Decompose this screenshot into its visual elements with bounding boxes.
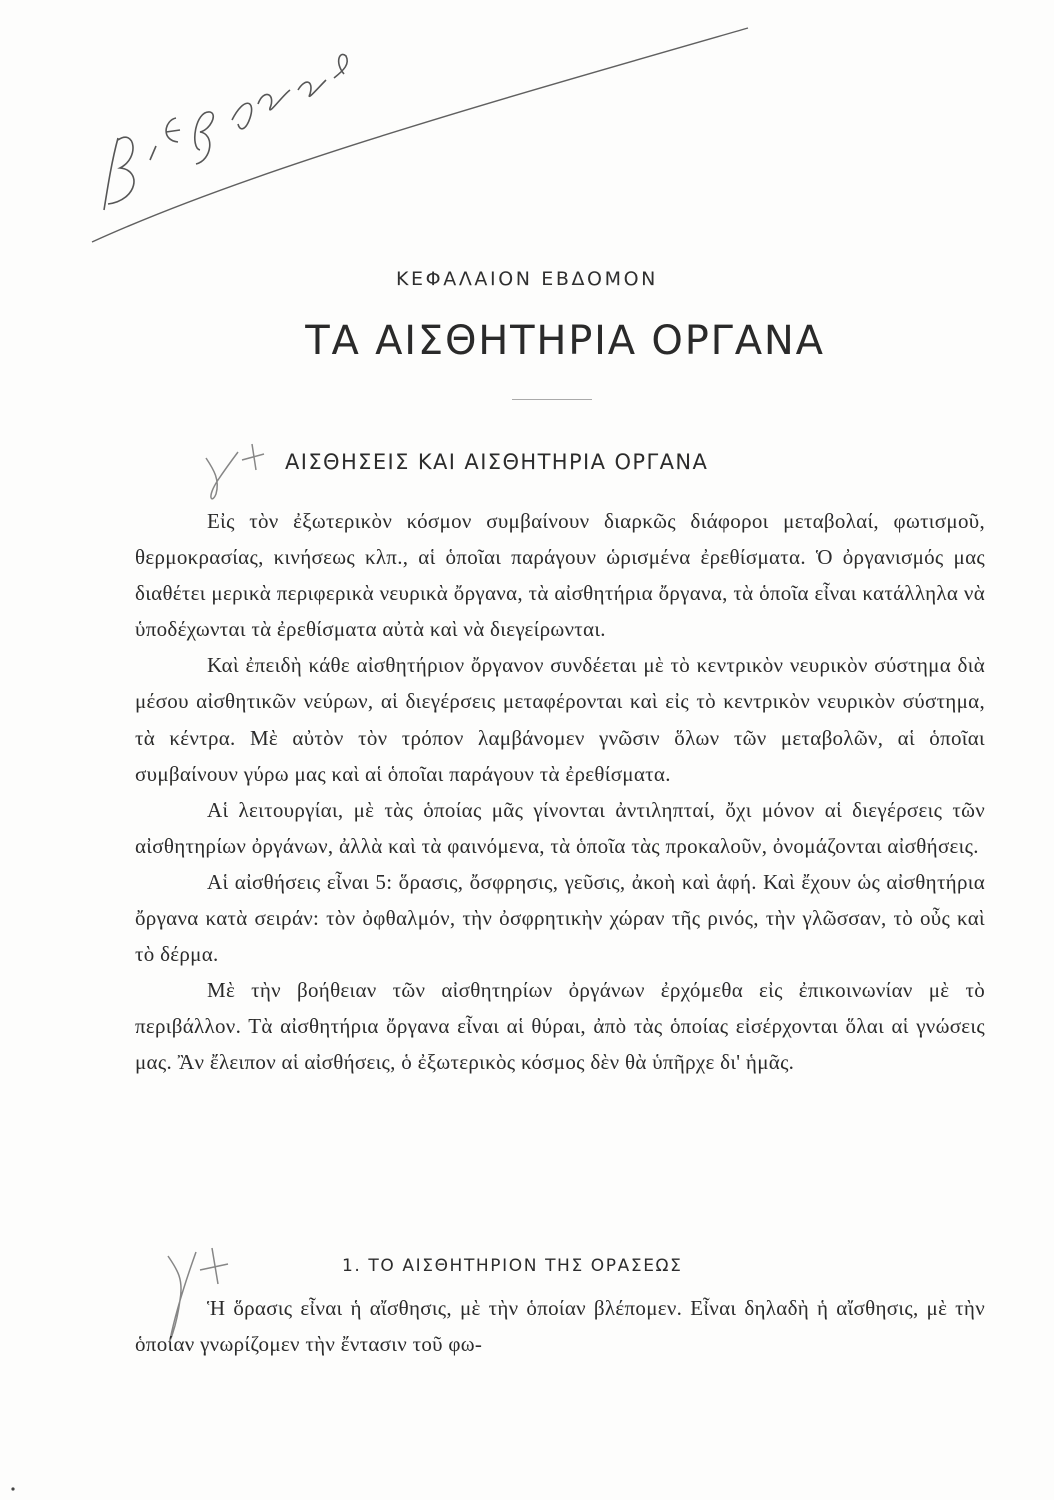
paragraph: Αἱ αἰσθήσεις εἶναι 5: ὅρασις, ὄσφρησις, γεῦσις, ἀκοὴ καὶ ἁφή. Καὶ ἔχουν ὡς αἰσθητήρια ὄργανα κατὰ σειράν: τὸν ὀφθαλμόν, τὴν ὀσφρητικὴν χώραν τῆς ρινός, τὴν γλῶσσαν, τὸ οὖς καὶ τὸ δέρμα. (135, 869, 985, 967)
chapter-title: ΤΑ ΑΙΣΘΗΤΗΡΙΑ ΟΡΓΑΝΑ (305, 318, 825, 364)
subsection-heading: 1. ΤΟ ΑΙΣΘΗΤΗΡΙΟΝ ΤΗΣ ΟΡΑΣΕΩΣ (342, 1256, 683, 1276)
handwritten-underline-stroke (92, 28, 748, 242)
paragraph: Εἰς τὸν ἐξωτερικὸν κόσμον συμβαίνουν διαρκῶς διάφοροι μεταβολαί, φωτισμοῦ, θερμοκρασίας, κινήσεως κλπ., αἱ ὁποῖαι παράγουν ὡρισμένα ἐρεθίσματα. Ὁ ὀργανισμός μας διαθέτει μερικὰ περιφερικὰ νευρικὰ ὄργανα, τὰ αἰσθητήρια ὄργανα, τὰ ὁποῖα εἶναι κατάλληλα νὰ ὑποδέχωνται τὰ ἐρεθίσματα αὐτὰ καὶ νὰ διεγείρωνται. (135, 509, 985, 642)
section-body (135, 503, 985, 1081)
chapter-label: ΚΕΦΑΛΑΙΟΝ ΕΒΔΟΜΟΝ (396, 268, 658, 290)
paragraph: Καὶ ἐπειδὴ κάθε αἰσθητήριον ὄργανον συνδέεται μὲ τὸ κεντρικὸν νευρικὸν σύστημα διὰ μέσου αἰσθητικῶν νεύρων, αἱ διεγέρσεις μεταφέρονται καὶ εἰς τὸ κεντρικὸν νευρικὸν σύστημα, τὰ κέντρα. Μὲ αὐτὸν τὸν τρόπον λαμβάνομεν γνῶσιν ὅλων τῶν μεταβολῶν, αἱ ὁποῖαι συμβαίνουν γύρω μας καὶ αἱ ὁποῖαι παράγουν τὰ ἐρεθίσματα. (135, 653, 985, 786)
paragraph: Αἱ λειτουργίαι, μὲ τὰς ὁποίας μᾶς γίνονται ἀντιληπταί, ὄχι μόνον αἱ διεγέρσεις τῶν αἰσθητηρίων ὀργάνων, ἀλλὰ καὶ τὰ φαινόμενα, τὰ ὁποῖα τὰς προκαλοῦν, ὀνομάζονται αἰσθήσεις. (135, 797, 985, 858)
paragraph: Μὲ τὴν βοήθειαν τῶν αἰσθητηρίων ὀργάνων ἐρχόμεθα εἰς ἐπικοινωνίαν μὲ τὸ περιβάλλον. Τὰ αἰσθητήρια ὄργανα εἶναι αἱ θύραι, ἀπὸ τὰς ὁποίας εἰσέρχονται ὅλαι αἱ γνώσεις μας. Ἂν ἔλειπον αἱ αἰσθήσεις, ὁ ἐξωτερικὸς κόσμος δὲν θὰ ὑπῆρχε δι' ἡμᾶς. (135, 978, 985, 1075)
title-divider (512, 399, 592, 400)
margin-mark-first (206, 444, 264, 499)
paragraph: Ἡ ὅρασις εἶναι ἡ αἴσθησις, μὲ τὴν ὁποίαν βλέπομεν. Εἶναι δηλαδὴ ἡ αἴσθησις, μὲ τὴν ὁποίαν γνωρίζομεν τὴν ἔντασιν τοῦ φω- (135, 1296, 985, 1357)
subsection-body (135, 1290, 985, 1362)
section-heading: ΑΙΣΘΗΣΕΙΣ ΚΑΙ ΑΙΣΘΗΤΗΡΙΑ ΟΡΓΑΝΑ (285, 450, 709, 474)
page-speck (11, 1487, 14, 1490)
handwritten-note-semester (104, 54, 347, 210)
